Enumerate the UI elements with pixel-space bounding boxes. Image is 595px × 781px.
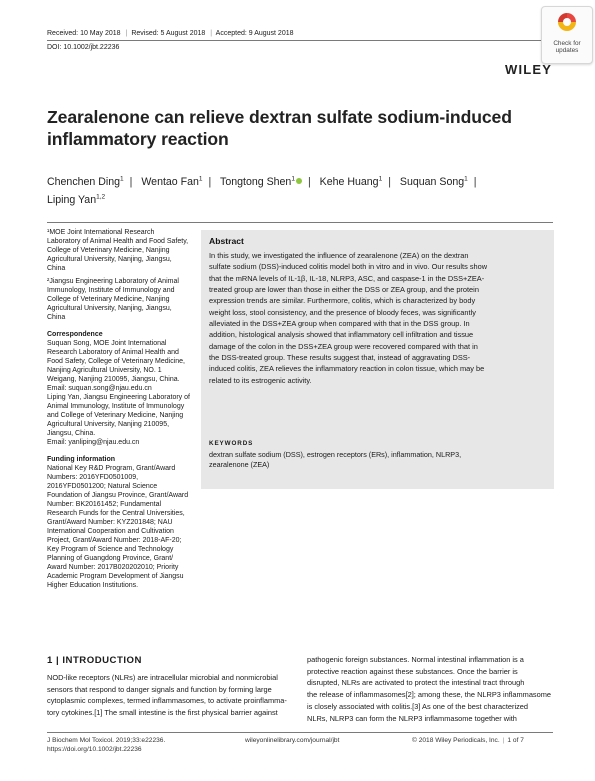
footer-rule	[47, 732, 553, 733]
affiliation-2: ²Jiangsu Engineering Laboratory of Animal Immunology, Institute of Immunology and College of Veterinary Medicine, Nanjing Agricultural University, Nanjing, Jiangsu, China	[47, 278, 179, 321]
article-dates: Received: 10 May 2018 | Revised: 5 August 2018 | Accepted: 9 August 2018	[47, 30, 294, 37]
keywords-text: dextran sulfate sodium (DSS), estrogen receptors (ERs), inflammation, NLRP3, zearalenone (ZEA)	[209, 450, 462, 470]
journal-citation: J Biochem Mol Toxicol. 2019;33:e22236.	[47, 737, 166, 744]
updates-icon	[556, 11, 578, 33]
intro-column-2: pathogenic foreign substances. Normal intestinal inflammation is a protective reaction against these substances. Once the barrier is disrupted, NLRs are activated to protect the intestinal tract through the release of inflammasomes[2]; among these, the NLRP3 inflammasome is closely associated with colitis.[3] As one of the best characterized NLRs, NLRP3 can form the NLRP3 inflammasome together with	[307, 655, 552, 723]
author[interactable]: Wentao Fan$^1$	[141, 175, 203, 188]
email-link[interactable]: Email: yanliping@njau.edu.cn	[47, 439, 140, 446]
section-rule	[47, 222, 553, 223]
author[interactable]: Kehe Huang$^1$	[319, 175, 383, 188]
copyright: © 2018 Wiley Periodicals, Inc. | 1 of 7	[412, 737, 524, 744]
email-link[interactable]: Email: suquan.song@njau.edu.cn	[47, 385, 152, 392]
title-line-2: inflammatory reaction	[47, 129, 229, 149]
author[interactable]: Tongtong Shen$^1$	[220, 176, 302, 188]
author[interactable]: Liping Yan$^{1,2}$	[47, 193, 106, 207]
revised-date: Revised: 5 August 2018	[131, 30, 206, 37]
orcid-icon[interactable]	[296, 178, 302, 184]
intro-column-1: NOD-like receptors (NLRs) are intracellular microbial and nonmicrobial sensors that respond to danger signals and function by forming large cytoplasmic complexes, termed inflammasomes, to activate proinflamma- tory cytokines.[1] The small intestine is the first physical barrier against	[47, 673, 287, 718]
footer-doi-link[interactable]: https://doi.org/10.1002/jbt.22236	[47, 746, 142, 753]
section-heading-introduction: 1 | INTRODUCTION	[47, 655, 142, 666]
affiliation-1: ¹MOE Joint International Research Laboratory of Animal Health and Food Safety, College of Veterinary Medicine, Nanjing Agricultural University, Nanjing, Jiangsu, China	[47, 229, 189, 272]
journal-url-link[interactable]: wileyonlinelibrary.com/journal/jbt	[245, 737, 340, 744]
page-number: 1 of 7	[507, 737, 524, 744]
title-line-1: Zearalenone can relieve dextran sulfate sodium-induced	[47, 107, 512, 127]
check-for-updates-badge[interactable]	[541, 6, 593, 64]
doi[interactable]: DOI: 10.1002/jbt.22236	[47, 44, 120, 51]
author[interactable]: Suquan Song$^1$	[399, 175, 468, 188]
correspondence: Correspondence Suquan Song, MOE Joint International Research Laboratory of Animal Health and Food Safety, College of Veterinary Medicine, Nanjing Agricultural University, NO. 1 Weigang, Nanjing 210095, Jiangsu, China. Email: suquan.song@njau.edu.cn Liping Yan, Jiangsu Engineering Laboratory of Animal Immunology, Institute of Immunology and College of Veterinary Medicine, Nanjing Agricultural University, Nanjing 210095, Jiangsu, China. Email: yanliping@njau.edu.cn	[47, 330, 197, 447]
author[interactable]: Chenchen Ding$^1$	[47, 175, 124, 188]
abstract-box	[201, 230, 554, 489]
received-date: Received: 10 May 2018	[47, 30, 121, 37]
funding-information: Funding information National Key R&D Program, Grant/Award Numbers: 2016YFD0501009, 2016YFD0501200; Natural Science Foundation of Jiangsu Province, Grant/Award Number: BK20161452; Fundamental Research Funds for the Central Universities, Grant/Award Number: KYZ201848; NAU International Cooperation and Cultivation Project, Grant/Award Number: 2018-AF-20; Key Program of Science and Technology Planning of Guangdong Province, Grant/ Award Number: 2017B020202010; Priority Academic Program Development of Jiangsu Higher Education Institutions.	[47, 455, 197, 590]
funding-heading: Funding information	[47, 456, 116, 463]
article-title	[47, 106, 557, 150]
badge-line-1: Check for	[553, 40, 581, 47]
author-list: Chenchen Ding$^1$ | Wentao Fan$^1$ | Tongtong Shen$^1$ | Kehe Huang$^1$ | Suquan Song$^1$ | Liping Yan$^{1,2}$	[47, 175, 477, 207]
abstract-text: In this study, we investigated the influence of zearalenone (ZEA) on the dextran sulfate sodium (DSS)-induced colitis model both in vitro and in vivo. Our results show that the mRNA levels of IL-1β, IL-18, NLRP3, ASC, and caspase-1 in the DSS+ZEA- treated group are lower than those in either the DSS or ZEA group, and the protein expression trends are similar. Furthermore, colitis, which is characterized by body weight loss, stool consistency, and the presence of bloody feces, was significantly alleviated in the DSS+ZEA group when compared with that in the DSS group. In addition, histological analysis showed that inflammatory cell infiltration and tissue damage of the colon in the DSS+ZEA group were recovered compared with that in the DSS-treated group. These results suggest that, instead of aggravating DSS- induced colitis, ZEA relieves the inflammatory reaction in colon tissue, which may be related to its estrogenic activity.	[209, 251, 488, 385]
sidebar	[47, 228, 197, 594]
accepted-date: Accepted: 9 August 2018	[215, 30, 294, 37]
abstract-heading: Abstract	[209, 236, 244, 246]
header-rule	[47, 40, 553, 41]
keywords-heading: KEYWORDS	[209, 440, 254, 447]
publisher-logo: WILEY	[505, 62, 553, 77]
badge-line-2: updates	[555, 47, 579, 54]
correspondence-heading: Correspondence	[47, 331, 103, 338]
